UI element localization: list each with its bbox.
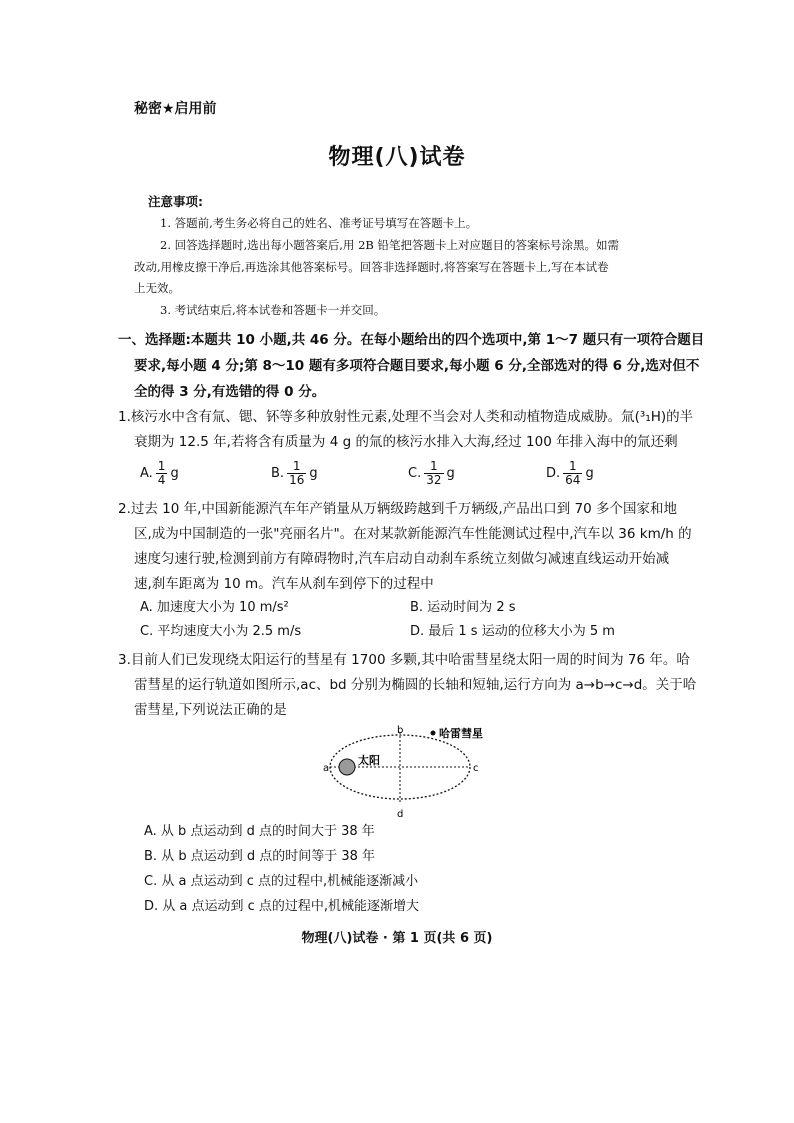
q1-option-d-fraction	[563, 460, 582, 487]
q1-option-b-fraction	[287, 460, 306, 487]
comet-dot	[431, 731, 436, 736]
page-title: 物理(八)试卷	[328, 145, 466, 170]
q2-option-b: B. 运动时间为 2 s	[410, 600, 516, 615]
q1-option-a-unit: g	[170, 466, 179, 481]
section-heading-line-3: 全的得 3 分,有选错的得 0 分。	[134, 384, 326, 400]
q1-option-b-label: B.	[271, 466, 285, 481]
notice-line-2b: 改动,用橡皮擦干净后,再选涂其他答案标号。回答非选择题时,将答案写在答题卡上,写在本试卷	[134, 260, 609, 274]
q1-option-b-numerator: 1	[287, 460, 306, 474]
sun-label: 太阳	[358, 754, 380, 767]
q2-line-4: 速,刹车距离为 10 m。汽车从刹车到停下的过程中	[134, 576, 434, 592]
point-a-label: a	[323, 763, 330, 774]
q2-option-d: D. 最后 1 s 运动的位移大小为 5 m	[410, 624, 615, 639]
q1-option-d-unit: g	[585, 466, 594, 481]
q1-option-d	[546, 460, 594, 487]
q1-option-a-denominator: 4	[157, 473, 166, 487]
q3-option-b: B. 从 b 点运动到 d 点的时间等于 38 年	[144, 849, 376, 864]
q1-line-1: 1.核污水中含有氚、锶、钚等多种放射性元素,处理不当会对人类和动植物造成威胁。氚(³₁H)的半	[118, 409, 694, 425]
q2-line-1: 2.过去 10 年,中国新能源汽车年产销量从万辆级跨越到千万辆级,产品出口到 70 多个国家和地	[118, 501, 677, 517]
q1-option-b-unit: g	[309, 466, 318, 481]
q1-line-2: 衰期为 12.5 年,若将含有质量为 4 g 的氚的核污水排入大海,经过 100 年排入海中的氚还剩	[134, 434, 678, 450]
q3-option-d: D. 从 a 点运动到 c 点的过程中,机械能逐渐增大	[144, 899, 420, 914]
q1-option-c	[408, 460, 455, 487]
q2-option-a: A. 加速度大小为 10 m/s²	[140, 600, 289, 615]
notice-line-2c: 上无效。	[134, 281, 180, 295]
q1-option-a-label: A.	[140, 466, 153, 481]
q1-option-c-fraction	[424, 460, 443, 487]
q1-option-c-numerator: 1	[424, 460, 443, 474]
confidential-label: 秘密★启用前	[134, 101, 217, 117]
q3-line-3: 雷彗星,下列说法正确的是	[134, 702, 287, 718]
q1-option-a-numerator: 1	[157, 459, 166, 473]
comet-orbit-diagram	[315, 722, 515, 822]
point-b-label: b	[397, 725, 404, 736]
q1-option-a-fraction	[156, 460, 168, 487]
q2-option-c: C. 平均速度大小为 2.5 m/s	[140, 624, 302, 639]
q1-option-b-denominator: 16	[289, 473, 305, 487]
q2-line-2: 区,成为中国制造的一张"亮丽名片"。在对某款新能源汽车性能测试过程中,汽车以 36 km/h 的	[134, 526, 692, 542]
q1-option-a	[140, 460, 179, 487]
notice-line-2a: 2. 回答选择题时,选出每小题答案后,用 2B 铅笔把答题卡上对应题目的答案标号涂黑。如需	[160, 238, 620, 252]
notice-line-1: 1. 答题前,考生务必将自己的姓名、准考证号填写在答题卡上。	[160, 216, 478, 230]
q2-line-3: 速度匀速行驶,检测到前方有障碍物时,汽车启动自动刹车系统立刻做匀减速直线运动开始减	[134, 551, 670, 567]
q3-line-2: 雷彗星的运行轨道如图所示,ac、bd 分别为椭圆的长轴和短轴,运行方向为 a→b→c→d。关于哈	[134, 677, 697, 693]
notice-line-3: 3. 考试结束后,将本试卷和答题卡一并交回。	[160, 303, 386, 317]
section-heading-line-2: 要求,每小题 4 分;第 8～10 题有多项符合题目要求,每小题 6 分,全部选对的得 6 分,选对但不	[134, 358, 700, 374]
q1-option-c-label: C.	[408, 466, 422, 481]
point-c-label: c	[473, 763, 479, 774]
comet-label: 哈雷彗星	[439, 727, 483, 740]
notice-heading: 注意事项:	[148, 194, 203, 209]
q3-option-a: A. 从 b 点运动到 d 点的时间大于 38 年	[144, 824, 375, 839]
q3-line-1: 3.目前人们已发现绕太阳运行的彗星有 1700 多颗,其中哈雷彗星绕太阳一周的时间为 76 年。哈	[118, 652, 690, 668]
q1-option-c-unit: g	[446, 466, 455, 481]
q1-option-d-numerator: 1	[563, 460, 582, 474]
q1-option-d-denominator: 64	[565, 473, 581, 487]
section-heading-line-1: 一、选择题:本题共 10 小题,共 46 分。在每小题给出的四个选项中,第 1～7 题只有一项符合题目	[118, 332, 705, 348]
q1-option-d-label: D.	[546, 466, 561, 481]
sun-circle	[339, 759, 355, 775]
q3-option-c: C. 从 a 点运动到 c 点的过程中,机械能逐渐减小	[144, 874, 419, 889]
page-footer: 物理(八)试卷 · 第 1 页(共 6 页)	[301, 931, 493, 946]
q1-option-b	[271, 460, 318, 487]
point-d-label: d	[397, 809, 404, 820]
q1-option-c-denominator: 32	[426, 473, 442, 487]
